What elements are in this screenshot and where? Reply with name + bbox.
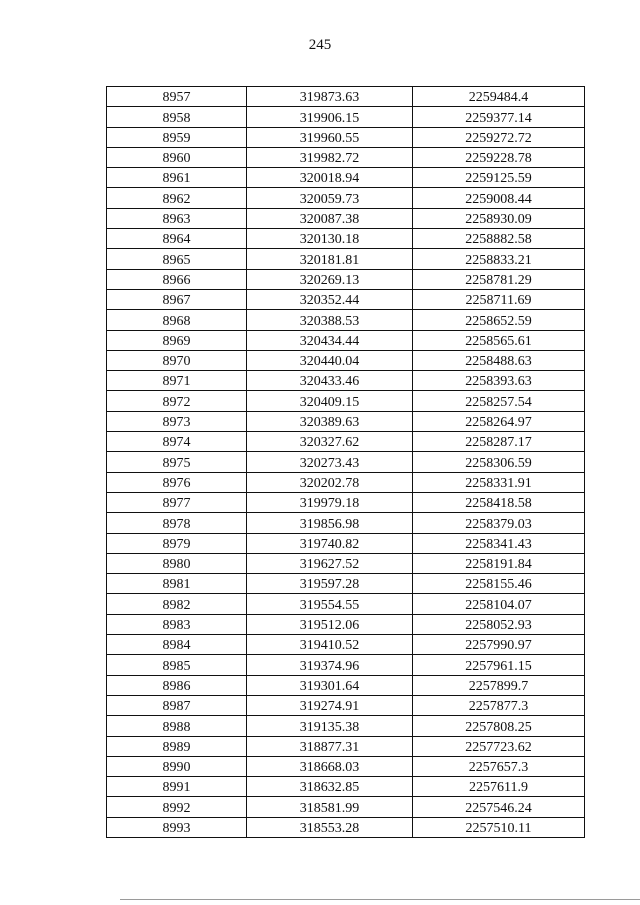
x-coordinate-cell: 319979.18 [247, 492, 413, 512]
table-row [107, 716, 585, 736]
coordinates-table [106, 86, 585, 838]
x-coordinate-cell: 320440.04 [247, 350, 413, 370]
point-number-cell: 8972 [107, 391, 247, 411]
y-coordinate-cell: 2258711.69 [413, 289, 585, 309]
x-coordinate-cell: 319856.98 [247, 513, 413, 533]
y-coordinate-cell: 2258488.63 [413, 350, 585, 370]
table-row [107, 756, 585, 776]
x-coordinate-cell: 320352.44 [247, 289, 413, 309]
table-row [107, 533, 585, 553]
y-coordinate-cell: 2258306.59 [413, 452, 585, 472]
point-number-cell: 8991 [107, 777, 247, 797]
y-coordinate-cell: 2257611.9 [413, 777, 585, 797]
point-number-cell: 8960 [107, 147, 247, 167]
point-number-cell: 8979 [107, 533, 247, 553]
x-coordinate-cell: 319960.55 [247, 127, 413, 147]
x-coordinate-cell: 320018.94 [247, 168, 413, 188]
y-coordinate-cell: 2257899.7 [413, 675, 585, 695]
x-coordinate-cell: 319597.28 [247, 574, 413, 594]
x-coordinate-cell: 320434.44 [247, 330, 413, 350]
point-number-cell: 8989 [107, 736, 247, 756]
x-coordinate-cell: 320087.38 [247, 208, 413, 228]
point-number-cell: 8971 [107, 371, 247, 391]
x-coordinate-cell: 320181.81 [247, 249, 413, 269]
page-number: 245 [308, 37, 332, 53]
y-coordinate-cell: 2258418.58 [413, 492, 585, 512]
y-coordinate-cell: 2258257.54 [413, 391, 585, 411]
table-row [107, 127, 585, 147]
x-coordinate-cell: 318668.03 [247, 756, 413, 776]
table-row [107, 87, 585, 107]
y-coordinate-cell: 2258833.21 [413, 249, 585, 269]
y-coordinate-cell: 2258287.17 [413, 432, 585, 452]
x-coordinate-cell: 320273.43 [247, 452, 413, 472]
table-row [107, 797, 585, 817]
x-coordinate-cell: 319906.15 [247, 107, 413, 127]
x-coordinate-cell: 320202.78 [247, 472, 413, 492]
table-row [107, 695, 585, 715]
table-row [107, 350, 585, 370]
point-number-cell: 8990 [107, 756, 247, 776]
x-coordinate-cell: 319512.06 [247, 614, 413, 634]
x-coordinate-cell: 320327.62 [247, 432, 413, 452]
x-coordinate-cell: 318877.31 [247, 736, 413, 756]
point-number-cell: 8958 [107, 107, 247, 127]
point-number-cell: 8969 [107, 330, 247, 350]
y-coordinate-cell: 2257990.97 [413, 635, 585, 655]
y-coordinate-cell: 2257961.15 [413, 655, 585, 675]
table-row [107, 594, 585, 614]
table-row [107, 614, 585, 634]
point-number-cell: 8966 [107, 269, 247, 289]
point-number-cell: 8988 [107, 716, 247, 736]
point-number-cell: 8980 [107, 553, 247, 573]
y-coordinate-cell: 2258781.29 [413, 269, 585, 289]
x-coordinate-cell: 319274.91 [247, 695, 413, 715]
point-number-cell: 8977 [107, 492, 247, 512]
table-row [107, 635, 585, 655]
y-coordinate-cell: 2257510.11 [413, 817, 585, 837]
y-coordinate-cell: 2258052.93 [413, 614, 585, 634]
y-coordinate-cell: 2258565.61 [413, 330, 585, 350]
table-row [107, 817, 585, 837]
y-coordinate-cell: 2259125.59 [413, 168, 585, 188]
point-number-cell: 8993 [107, 817, 247, 837]
x-coordinate-cell: 320269.13 [247, 269, 413, 289]
y-coordinate-cell: 2259272.72 [413, 127, 585, 147]
y-coordinate-cell: 2258393.63 [413, 371, 585, 391]
table-row [107, 553, 585, 573]
table-row [107, 391, 585, 411]
table-row [107, 107, 585, 127]
y-coordinate-cell: 2258155.46 [413, 574, 585, 594]
point-number-cell: 8959 [107, 127, 247, 147]
table-row [107, 229, 585, 249]
table-row [107, 736, 585, 756]
table-row [107, 310, 585, 330]
x-coordinate-cell: 319374.96 [247, 655, 413, 675]
point-number-cell: 8962 [107, 188, 247, 208]
y-coordinate-cell: 2258652.59 [413, 310, 585, 330]
table-row [107, 208, 585, 228]
table-row [107, 168, 585, 188]
point-number-cell: 8978 [107, 513, 247, 533]
x-coordinate-cell: 319301.64 [247, 675, 413, 695]
point-number-cell: 8965 [107, 249, 247, 269]
x-coordinate-cell: 320059.73 [247, 188, 413, 208]
table-row [107, 330, 585, 350]
table-row [107, 492, 585, 512]
point-number-cell: 8992 [107, 797, 247, 817]
table-row [107, 452, 585, 472]
point-number-cell: 8964 [107, 229, 247, 249]
table-row [107, 289, 585, 309]
table-row [107, 188, 585, 208]
x-coordinate-cell: 319554.55 [247, 594, 413, 614]
table-row [107, 655, 585, 675]
point-number-cell: 8987 [107, 695, 247, 715]
y-coordinate-cell: 2257877.3 [413, 695, 585, 715]
point-number-cell: 8975 [107, 452, 247, 472]
point-number-cell: 8983 [107, 614, 247, 634]
table-row [107, 472, 585, 492]
y-coordinate-cell: 2258104.07 [413, 594, 585, 614]
y-coordinate-cell: 2259228.78 [413, 147, 585, 167]
y-coordinate-cell: 2259008.44 [413, 188, 585, 208]
y-coordinate-cell: 2258341.43 [413, 533, 585, 553]
point-number-cell: 8984 [107, 635, 247, 655]
table-row [107, 147, 585, 167]
table-row [107, 777, 585, 797]
x-coordinate-cell: 319873.63 [247, 87, 413, 107]
x-coordinate-cell: 319135.38 [247, 716, 413, 736]
table-row [107, 513, 585, 533]
point-number-cell: 8961 [107, 168, 247, 188]
x-coordinate-cell: 319982.72 [247, 147, 413, 167]
y-coordinate-cell: 2259377.14 [413, 107, 585, 127]
y-coordinate-cell: 2258882.58 [413, 229, 585, 249]
point-number-cell: 8973 [107, 411, 247, 431]
y-coordinate-cell: 2258379.03 [413, 513, 585, 533]
y-coordinate-cell: 2258264.97 [413, 411, 585, 431]
x-coordinate-cell: 318581.99 [247, 797, 413, 817]
x-coordinate-cell: 320433.46 [247, 371, 413, 391]
x-coordinate-cell: 320409.15 [247, 391, 413, 411]
x-coordinate-cell: 319740.82 [247, 533, 413, 553]
table-row [107, 411, 585, 431]
point-number-cell: 8970 [107, 350, 247, 370]
y-coordinate-cell: 2257657.3 [413, 756, 585, 776]
point-number-cell: 8968 [107, 310, 247, 330]
point-number-cell: 8976 [107, 472, 247, 492]
point-number-cell: 8957 [107, 87, 247, 107]
point-number-cell: 8982 [107, 594, 247, 614]
table-row [107, 249, 585, 269]
y-coordinate-cell: 2258191.84 [413, 553, 585, 573]
y-coordinate-cell: 2257546.24 [413, 797, 585, 817]
scan-bottom-rule [120, 899, 640, 900]
table-row [107, 432, 585, 452]
table-row [107, 574, 585, 594]
point-number-cell: 8985 [107, 655, 247, 675]
coordinates-table-body [107, 87, 585, 838]
table-row [107, 269, 585, 289]
y-coordinate-cell: 2259484.4 [413, 87, 585, 107]
x-coordinate-cell: 319410.52 [247, 635, 413, 655]
x-coordinate-cell: 318632.85 [247, 777, 413, 797]
x-coordinate-cell: 320130.18 [247, 229, 413, 249]
x-coordinate-cell: 318553.28 [247, 817, 413, 837]
point-number-cell: 8986 [107, 675, 247, 695]
y-coordinate-cell: 2257808.25 [413, 716, 585, 736]
y-coordinate-cell: 2258331.91 [413, 472, 585, 492]
x-coordinate-cell: 320389.63 [247, 411, 413, 431]
point-number-cell: 8974 [107, 432, 247, 452]
table-row [107, 675, 585, 695]
y-coordinate-cell: 2257723.62 [413, 736, 585, 756]
point-number-cell: 8981 [107, 574, 247, 594]
point-number-cell: 8963 [107, 208, 247, 228]
x-coordinate-cell: 320388.53 [247, 310, 413, 330]
point-number-cell: 8967 [107, 289, 247, 309]
table-row [107, 371, 585, 391]
y-coordinate-cell: 2258930.09 [413, 208, 585, 228]
x-coordinate-cell: 319627.52 [247, 553, 413, 573]
